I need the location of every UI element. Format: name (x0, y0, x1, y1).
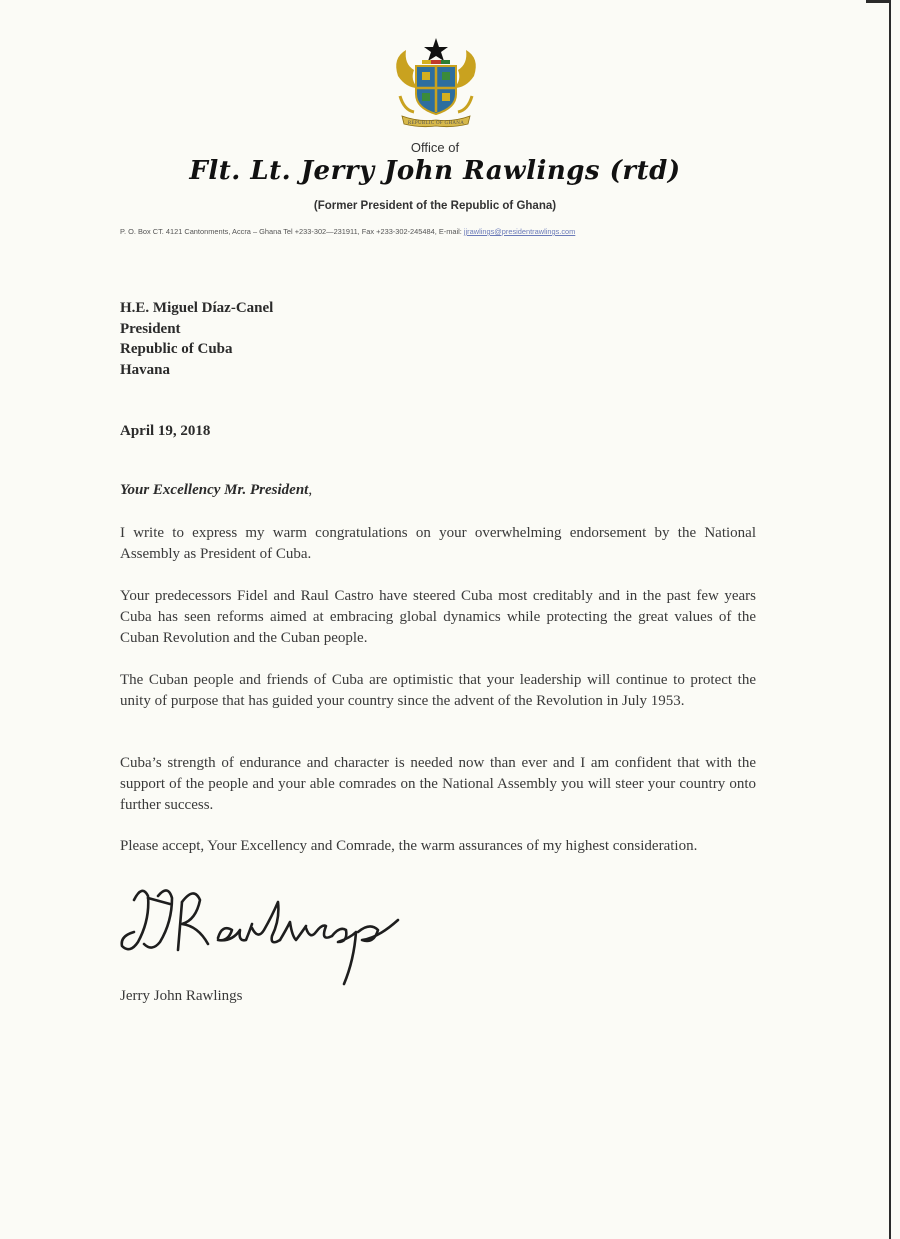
address-text: P. O. Box CT. 4121 Cantonments, Accra – Ghana Tel +233-302—231911, Fax +233-302-245484, E-mail: (120, 227, 464, 236)
salutation-text: Your Excellency Mr. President (120, 482, 309, 498)
paragraph: Cuba’s strength of endurance and character is needed now than ever and I am confident that with the support of the people and your able comrades on the National Assembly you will steer your country onto further success. (120, 755, 756, 813)
letterhead-name: Flt. Lt. Jerry John Rawlings (rtd) (189, 156, 681, 186)
paragraph: I write to express my warm congratulations on your overwhelming endorsement by the National Assembly as President of Cuba. (120, 525, 756, 562)
recipient-name: H.E. Miguel Díaz-Canel (120, 300, 274, 316)
ghana-coat-of-arms-icon (388, 36, 484, 132)
recipient-position: President (120, 320, 181, 337)
scan-edge-line (889, 0, 891, 1239)
scan-edge-tick (866, 0, 890, 3)
crest-caption: REPUBLIC OF GHANA (407, 121, 465, 126)
paragraph: Your predecessors Fidel and Raul Castro have steered Cuba most creditably and in the past few years Cuba has seen reforms aimed at embracing global dynamics while protecting the great values of the Cuban Revolution and the Cuban people. (120, 588, 756, 646)
handwritten-signature (112, 880, 432, 990)
email-link[interactable]: jjrawlings@presidentrawlings.com (463, 227, 576, 236)
letterhead-address (120, 227, 720, 236)
letter-date: April 19, 2018 (120, 423, 211, 439)
recipient-country: Republic of Cuba (120, 341, 233, 357)
signer-name: Jerry John Rawlings (120, 988, 243, 1004)
paragraph: Please accept, Your Excellency and Comrade, the warm assurances of my highest consideration. (120, 838, 698, 854)
letterhead-title: (Former President of the Republic of Ghana) (313, 200, 557, 212)
recipient-city: Havana (120, 361, 171, 378)
salutation (120, 482, 312, 499)
salutation-comma: , (308, 482, 313, 498)
office-of-label: Office of (410, 140, 460, 155)
recipient-block (120, 298, 273, 380)
paragraph: The Cuban people and friends of Cuba are optimistic that your leadership will continue to protect the unity of purpose that has guided your country since the advent of the Revolution in July 1953. (120, 672, 756, 709)
